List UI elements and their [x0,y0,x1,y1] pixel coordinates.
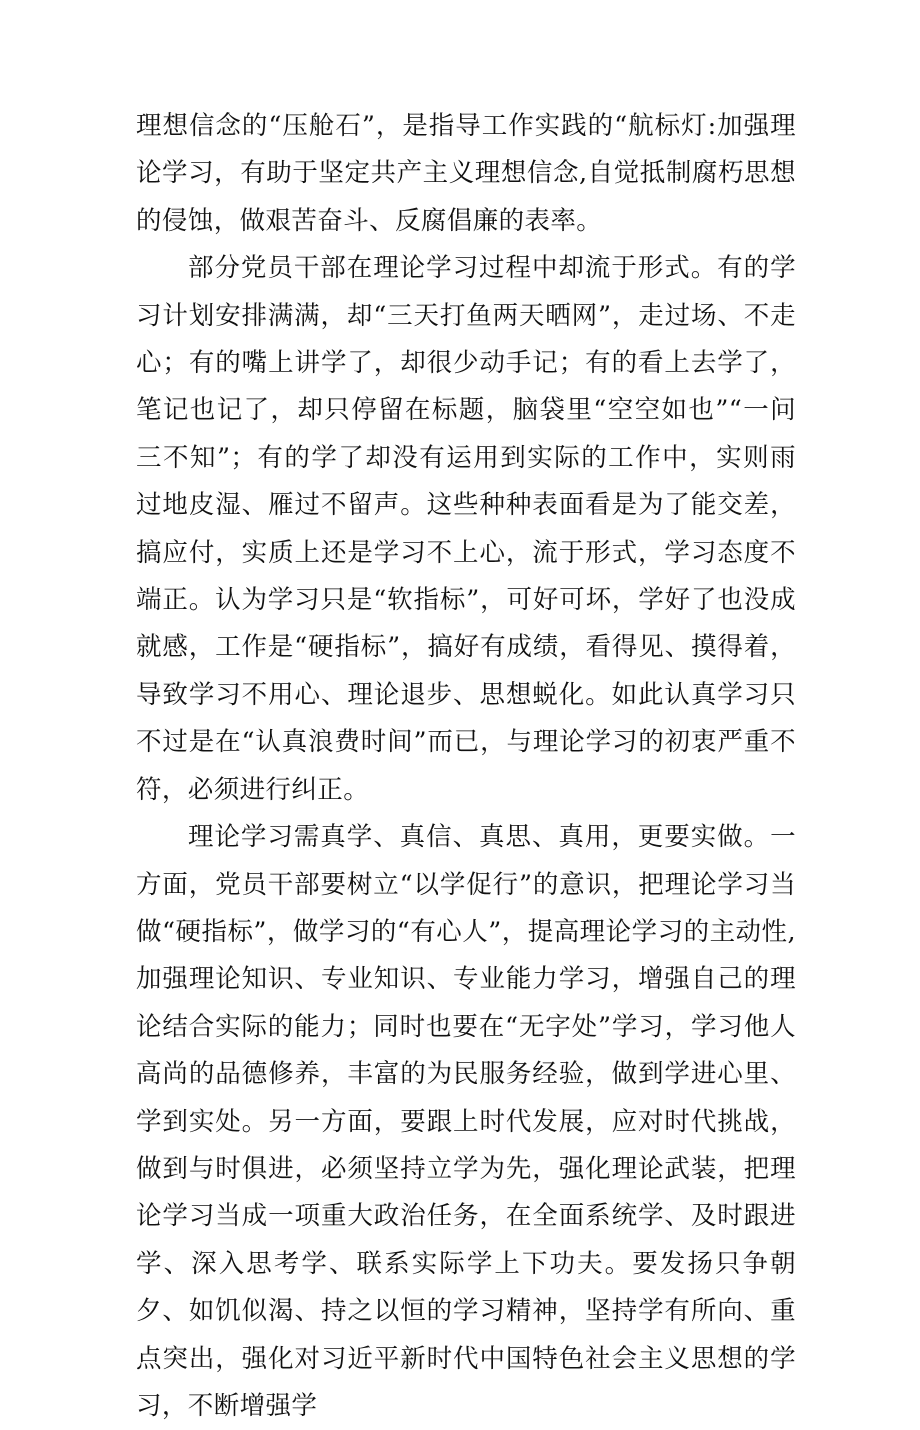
document-body [136,103,796,1430]
paragraph-true-learning: 理论学习需真学、真信、真思、真用，更要实做。一方面，党员干部要树立“以学促行”的意识，把理论学习当做“硬指标”，做学习的“有心人”，提高理论学习的主动性,加强理论知识、专业知识、专业能力学习，增强自己的理论结合实际的能力；同时也要在“无字处”学习，学习他人高尚的品德修养，丰富的为民服务经验，做到学进心里、学到实处。另一方面，要跟上时代发展，应对时代挑战，做到与时俱进，必须坚持立学为先，强化理论武装，把理论学习当成一项重大政治任务，在全面系统学、及时跟进学、深入思考学、联系实际学上下功夫。要发扬只争朝夕、如饥似渴、持之以恒的学习精神，坚持学有所向、重点突出，强化对习近平新时代中国特色社会主义思想的学习，不断增强学 [136,822,796,1421]
paragraph-formalism-problem: 部分党员干部在理论学习过程中却流于形式。有的学习计划安排满满，却“三天打鱼两天晒网”，走过场、不走心；有的嘴上讲学了，却很少动手记；有的看上去学了，笔记也记了，却只停留在标题，脑袋里“空空如也”“一问三不知”；有的学了却没有运用到实际的工作中，实则雨过地皮湿、雁过不留声。这些种种表面看是为了能交差，搞应付，实质上还是学习不上心，流于形式，学习态度不端正。认为学习只是“软指标”，可好可坏，学好了也没成就感，工作是“硬指标”，搞好有成绩，看得见、摸得着，导致学习不用心、理论退步、思想蜕化。如此认真学习只不过是在“认真浪费时间”而已，与理论学习的初衷严重不符，必须进行纠正。 [136,253,796,805]
paragraph-continuation: 理想信念的“压舱石”，是指导工作实践的“航标灯:加强理论学习，有助于坚定共产主义理想信念,自觉抵制腐朽思想的侵蚀，做艰苦奋斗、反腐倡廉的表率。 [136,111,796,236]
